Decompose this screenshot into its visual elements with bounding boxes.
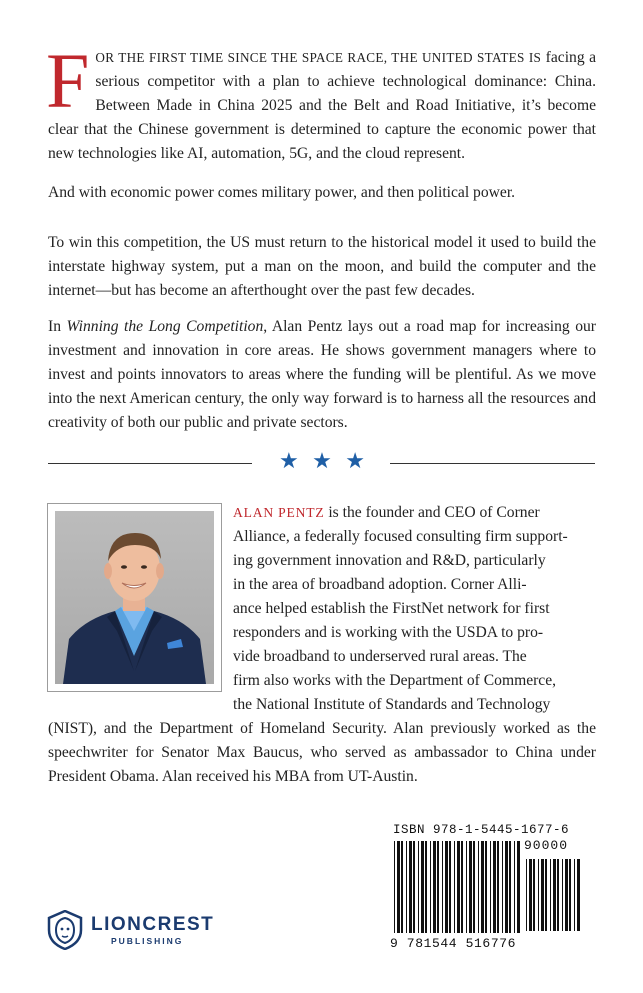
- barcode-bar: [509, 841, 511, 933]
- barcode-bar: [545, 859, 547, 931]
- paragraph-historical-model: To win this competition, the US must return to the historical model it used to build the interstate highway system, put a man on the moon, and build the computer and the internet—but has become an afterthought over the past few decades.: [48, 234, 596, 299]
- barcode-bar: [401, 841, 403, 933]
- barcode-bar: [526, 859, 527, 931]
- barcode-bar: [421, 841, 424, 933]
- barcode-bar: [445, 841, 448, 933]
- para4-rest: , Alan Pentz lays out a road map for increasing our investment and innovation in core areas. He shows government managers where to invest and points innovators to areas where the funding will be plentiful. As we move into the next American century, the only way forward is to harness all the resources and creativity of both our public and private sectors.: [48, 318, 596, 431]
- publisher-logo: [47, 910, 217, 950]
- intro-rest: facing a serious competitor with a plan to achieve technological dominance: China. Between Made in China 2025 and the Belt and Road Initiative, it’s become clear that the Chinese government is determined to capture the economic power that new technologies like AI, automation, 5G, and the cloud represent.: [48, 49, 597, 162]
- star-icon: ★: [279, 449, 299, 474]
- publisher-name: LIONCREST: [91, 914, 215, 935]
- barcode-bar: [493, 841, 496, 933]
- barcode-bar: [481, 841, 484, 933]
- barcode-bar: [406, 841, 407, 933]
- intro-lead-caps: OR THE FIRST TIME SINCE THE SPACE RACE, THE UNITED STATES IS: [95, 50, 542, 65]
- barcode-bar: [437, 841, 439, 933]
- star-icon: ★: [312, 449, 332, 474]
- barcode-bar: [490, 841, 491, 933]
- barcode-bar: [461, 841, 463, 933]
- bio-line: ance helped establish the FirstNet network for first: [233, 600, 550, 617]
- barcode-bar: [409, 841, 412, 933]
- divider-line-left: [48, 463, 252, 464]
- addon-barcode-bars: [526, 859, 582, 931]
- barcode-bar: [478, 841, 479, 933]
- barcode-bar: [502, 841, 503, 933]
- author-name: ALAN PENTZ: [233, 505, 325, 520]
- barcode-bar: [533, 859, 535, 931]
- bio-line: the National Institute of Standards and Technology: [233, 696, 551, 713]
- lion-shield-icon: [47, 910, 83, 950]
- barcode-bar: [442, 841, 443, 933]
- bio-line: Alliance, a federally focused consulting firm support-: [233, 528, 568, 545]
- barcode-bar: [574, 859, 575, 931]
- paragraph-economic-power: And with economic power comes military power, and then political power.: [48, 184, 516, 201]
- barcode-bar: [425, 841, 427, 933]
- book-title: Winning the Long Competition: [66, 318, 264, 335]
- isbn-text: ISBN 978-1-5445-1677-6: [393, 823, 570, 837]
- barcode-bar: [538, 859, 539, 931]
- bio-line: responders and is working with the USDA to pro-: [233, 624, 544, 641]
- bio-line: firm also works with the Department of Commerce,: [233, 672, 557, 689]
- author-bio: [48, 501, 596, 789]
- publisher-subtitle: PUBLISHING: [111, 936, 184, 946]
- barcode-bar: [473, 841, 475, 933]
- barcode-bar: [469, 841, 472, 933]
- ean-digits: 9 781544 516776: [390, 936, 517, 951]
- star-icon: ★: [345, 449, 365, 474]
- barcode-bar: [418, 841, 419, 933]
- barcode-bar: [553, 859, 556, 931]
- barcode-bar: [541, 859, 544, 931]
- barcode-bar: [517, 841, 520, 933]
- paragraph-book-summary: [48, 315, 596, 435]
- price-code: 90000: [524, 838, 569, 853]
- barcode-bar: [466, 841, 467, 933]
- bio-line: ing government innovation and R&D, particularly: [233, 552, 546, 569]
- bio-line: vide broadband to underserved rural areas. The: [233, 648, 527, 665]
- bio-rest: (NIST), and the Department of Homeland Security. Alan previously worked as the speechwriter for Senator Max Baucus, who served as ambassador to China under President Obama. Alan received his MBA from UT-Austin.: [48, 720, 596, 785]
- divider-line-right: [390, 463, 595, 464]
- barcode-bar: [562, 859, 563, 931]
- barcode-bar: [565, 859, 568, 931]
- barcode-bar: [394, 841, 395, 933]
- barcode-bar: [433, 841, 436, 933]
- barcode-bar: [550, 859, 551, 931]
- bio-line-1: ALAN PENTZ is the founder and CEO of Corner: [233, 504, 540, 521]
- barcode-bar: [577, 859, 580, 931]
- barcode-bar: [569, 859, 571, 931]
- barcode-bar: [514, 841, 515, 933]
- para4-lead: In: [48, 318, 67, 335]
- barcode-bar: [497, 841, 499, 933]
- barcode-bar: [529, 859, 532, 931]
- barcode-bar: [485, 841, 487, 933]
- barcode-bar: [430, 841, 431, 933]
- barcode-bar: [413, 841, 415, 933]
- barcode-bar: [454, 841, 455, 933]
- intro-paragraph: [46, 37, 597, 166]
- barcode-bar: [449, 841, 451, 933]
- ean-barcode-bars: [394, 841, 522, 933]
- bio-line: in the area of broadband adoption. Corner Alli-: [233, 576, 527, 593]
- barcode-bar: [397, 841, 400, 933]
- barcode-bar: [557, 859, 559, 931]
- isbn-barcode: [390, 823, 590, 955]
- barcode-bar: [505, 841, 508, 933]
- barcode-bar: [457, 841, 460, 933]
- star-divider: [279, 450, 365, 474]
- drop-cap: F: [46, 37, 90, 124]
